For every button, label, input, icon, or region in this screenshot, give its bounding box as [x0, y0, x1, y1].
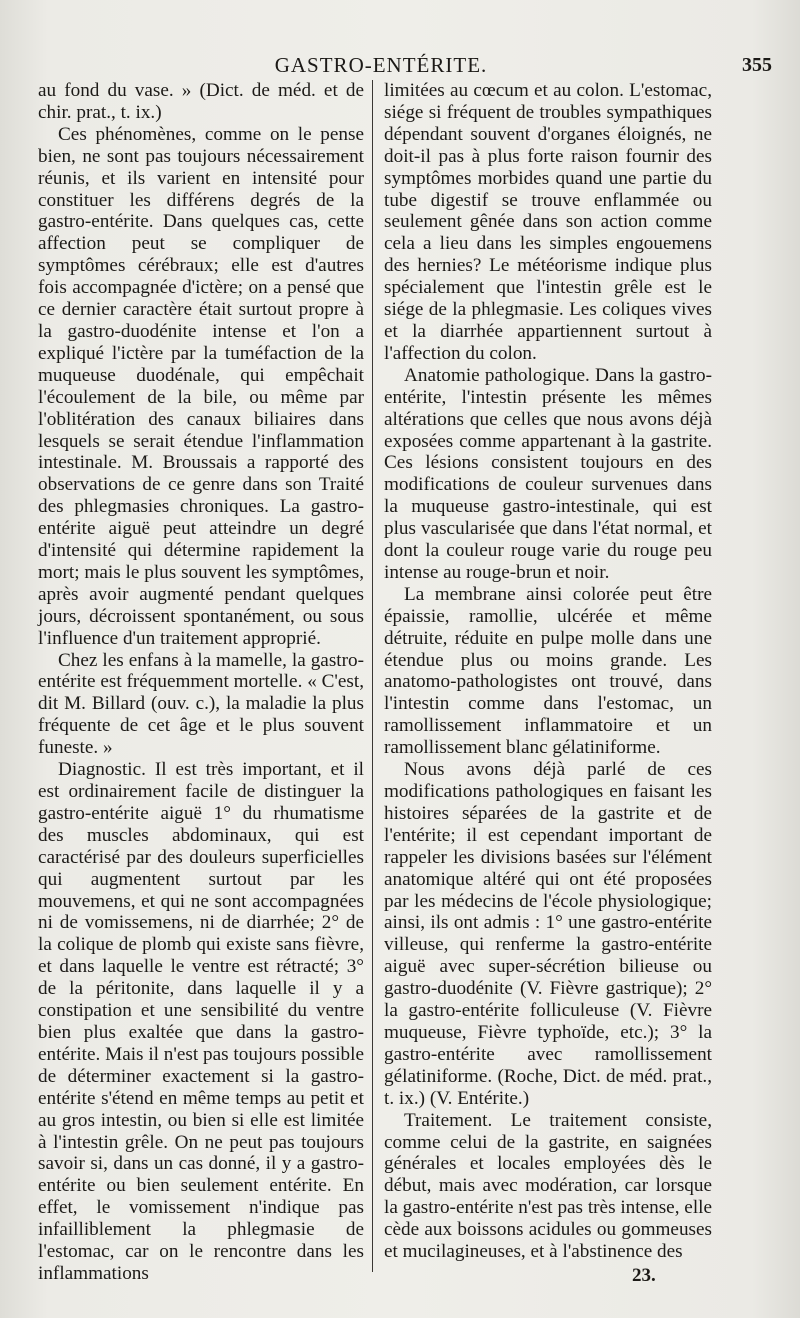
column-divider [372, 80, 373, 1272]
paragraph: Diagnostic. Il est très important, et il est ordinairement facile de distinguer la gastro-entérite aiguë 1° du rhumatisme des muscles abdominaux, qui est caractérisé par des douleurs superficielles qui augmentent surtout par les mouvemens, et qui ne sont accompagnées ni de vomissemens, ni de diarrhée; 2° de la colique de plomb qui existe sans fièvre, et dans laquelle le ventre est rétracté; 3° de la péritonite, dans laquelle il y a constipation et une sensibilité du ventre bien plus exaltée que dans la gastro-entérite. Mais il n'est pas toujours possible de déterminer exactement si la gastro-entérite s'étend en même temps au petit et au gros intestin, ou bien si elle est limitée à l'intestin grêle. On ne peut pas toujours savoir si, dans un cas donné, il y a gastro-entérite ou bien seulement entérite. En effet, le vomissement n'indique pas infailliblement la phlegmasie de l'estomac, car on le rencontre dans les inflammations [38, 759, 364, 1284]
signature-mark: 23. [632, 1265, 656, 1286]
page-number: 355 [742, 54, 772, 76]
paragraph: Nous avons déjà parlé de ces modifications pathologiques en faisant les histoires séparées de la gastrite et de l'entérite; il est cependant important de rappeler les divisions basées sur l'élément anatomique altéré qui ont été proposées par les médecins de l'école physiologique; ainsi, ils ont admis : 1° une gastro-entérite villeuse, qui renferme la gastro-entérite aiguë avec super-sécrétion bilieuse ou gastro-duodénite (V. Fièvre gastrique); 2° la gastro-entérite folliculeuse (V. Fièvre muqueuse, Fièvre typhoïde, etc.); 3° la gastro-entérite avec ramollissement gélatiniforme. (Roche, Dict. de méd. prat., t. ix.) (V. Entérite.) [384, 759, 712, 1109]
running-head: GASTRO-ENTÉRITE. [274, 53, 488, 77]
paragraph: Chez les enfans à la mamelle, la gastro-entérite est fréquemment mortelle. « C'est, dit M. Billard (ouv. c.), la maladie la plus fréquente de cet âge et le plus souvent funeste. » [38, 649, 364, 759]
paragraph: La membrane ainsi colorée peut être épaissie, ramollie, ulcérée et même détruite, réduite en pulpe molle dans une étendue plus ou moins grande. Les anatomo-pathologistes ont trouvé, dans l'intestin comme dans l'estomac, un ramollissement inflammatoire et un ramollissement blanc gélatiniforme. [384, 583, 712, 759]
paragraph: Traitement. Le traitement consiste, comme celui de la gastrite, en saignées générales et locales employées dès le début, mais avec modération, car lorsque la gastro-entérite n'est pas très intense, elle cède aux boissons acidules ou gommeuses et mucilagineuses, et à l'abstinence des [384, 1109, 712, 1263]
left-column [38, 80, 364, 1285]
paragraph: Anatomie pathologique. Dans la gastro-entérite, l'intestin présente les mêmes altérations que celles que nous avons déjà exposées comme appartenant à la gastrite. Ces lésions consistent toujours en des modifications de couleur survenues dans la muqueuse gastro-intestinale, qui est plus vascularisée que dans l'état normal, et dont la couleur rouge varie du rouge peu intense au rouge-brun et noir. [384, 364, 712, 583]
right-column [384, 80, 712, 1263]
paragraph: limitées au cœcum et au colon. L'estomac, siége si fréquent de troubles sympathiques dépendant souvent d'organes éloignés, ne doit-il pas à plus forte raison fournir des symptômes morbides quand une partie du tube digestif se trouve enflammée ou seulement gênée dans son action comme cela a lieu dans les simples engouemens des hernies? Le météorisme indique plus spécialement que l'intestin grêle est le siége de la phlegmasie. Les coliques vives et la diarrhée appartiennent surtout à l'affection du colon. [384, 80, 712, 364]
paragraph: au fond du vase. » (Dict. de méd. et de chir. prat., t. ix.) [38, 80, 364, 123]
paragraph: Ces phénomènes, comme on le pense bien, ne sont pas toujours nécessairement réunis, et ils varient en intensité pour constituer les différens degrés de la gastro-entérite. Dans quelques cas, cette affection peut se compliquer de symptômes cérébraux; elle est d'autres fois accompagnée d'ictère; on a pensé que ce dernier caractère était surtout propre à la gastro-duodénite intense et l'on a expliqué l'ictère par la tuméfaction de la muqueuse duodénale, qui empêchait l'écoulement de la bile, ou même par l'oblitération des canaux biliaires dans lesquels se serait étendue l'inflammation intestinale. M. Broussais a rapporté des observations de ce genre dans son Traité des phlegmasies chroniques. La gastro-entérite aiguë peut atteindre un degré d'intensité qui détermine rapidement la mort; mais le plus souvent les symptômes, après avoir augmenté pendant quelques jours, décroissent spontanément, ou sous l'influence d'un traitement approprié. [38, 123, 364, 649]
